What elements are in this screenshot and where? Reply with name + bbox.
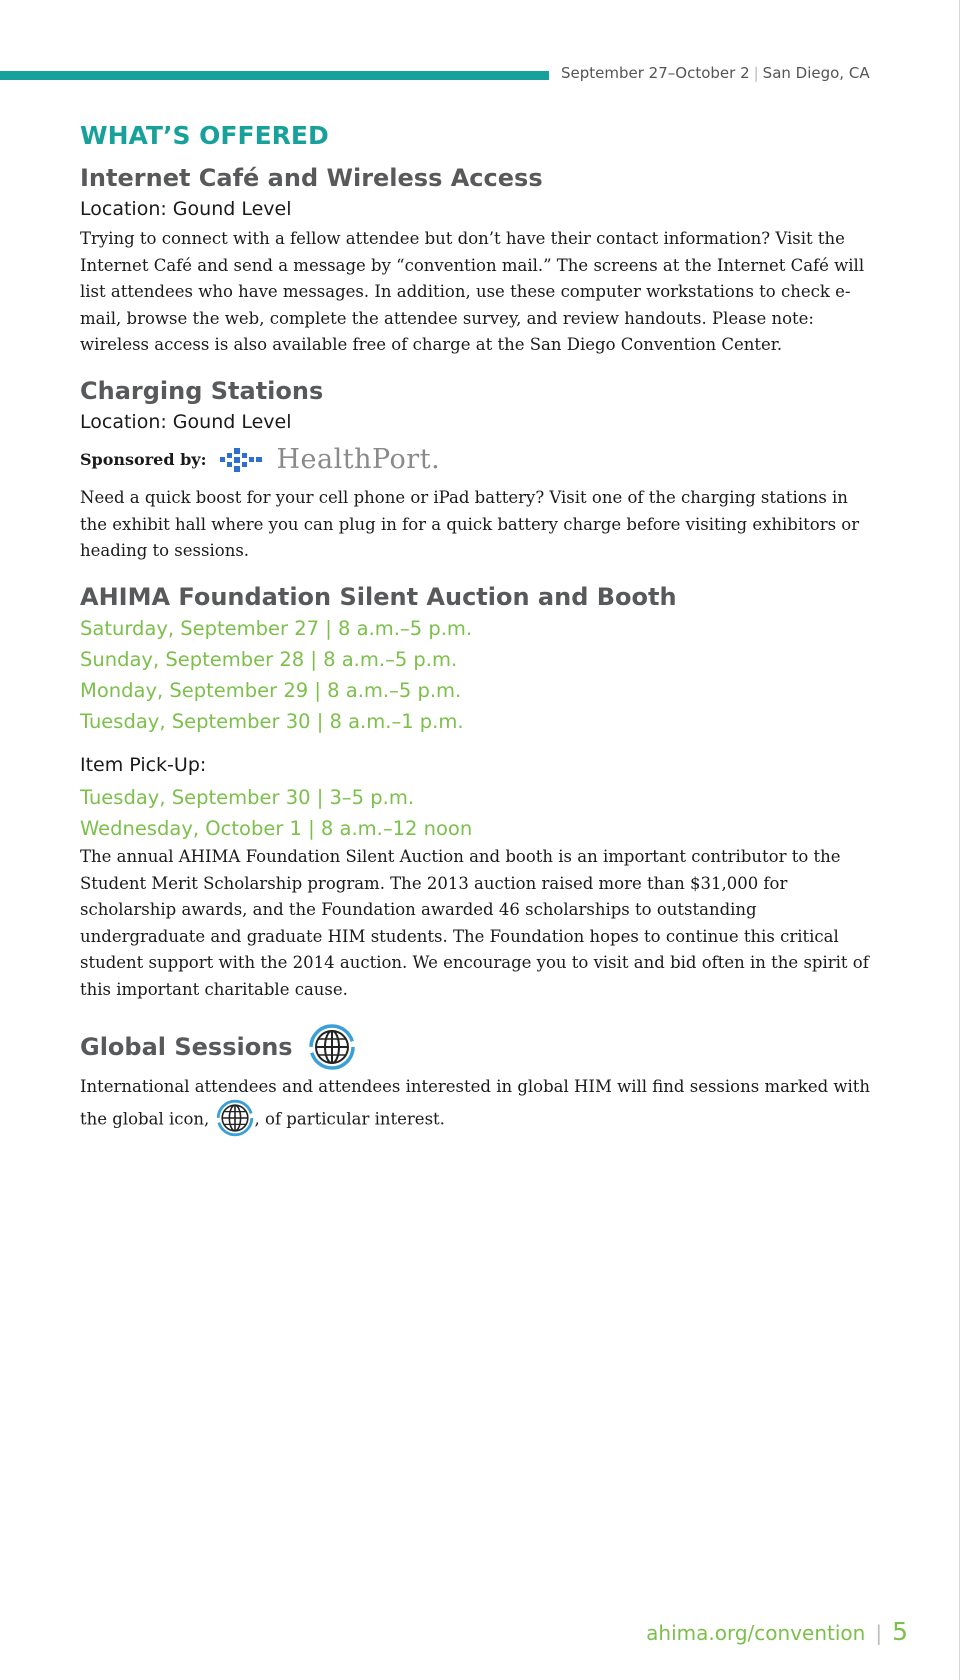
global-body-text-end: , of particular interest.: [254, 1109, 445, 1129]
internet-cafe-heading: Internet Café and Wireless Access: [80, 164, 543, 192]
global-section: [80, 1020, 880, 1141]
charging-heading: Charging Stations: [80, 376, 324, 405]
charging-body: Need a quick boost for your cell phone or iPad battery? Visit one of the charging stations in the exhibit hall where you can plug in for a quick battery charge before visiting exhibitors or heading to sessions.: [80, 487, 860, 561]
auction-heading: AHIMA Foundation Silent Auction and Booth: [80, 582, 677, 611]
header-accent-bar: [0, 71, 549, 80]
healthport-wordmark: HealthPort.: [276, 444, 441, 476]
footer-url[interactable]: ahima.org/convention: [646, 1621, 866, 1645]
main-content: [80, 120, 880, 1156]
schedule-item: Monday, September 29 | 8 a.m.–5 p.m.: [80, 679, 462, 703]
header-separator: |: [753, 64, 759, 82]
schedule-item: Tuesday, September 30 | 8 a.m.–1 p.m.: [80, 710, 464, 734]
footer-separator: |: [875, 1621, 883, 1645]
charging-location: Location: Gound Level: [80, 410, 292, 433]
sponsor-label: Sponsored by:: [80, 450, 207, 470]
pickup-item: Wednesday, October 1 | 8 a.m.–12 noon: [80, 816, 473, 840]
globe-icon: [307, 1022, 357, 1072]
global-body: [80, 1074, 880, 1141]
footer: [646, 1617, 908, 1646]
auction-body: The annual AHIMA Foundation Silent Auction and booth is an important contributor to the Student Merit Scholarship program. The 2013 auction raised more than $31,000 for scholarship awards, and the Foundation awarded 46 scholarships to outstanding undergraduate and graduate HIM students. The Foundation hopes to continue this critical student support with the 2014 auction. We encourage you to visit and bid often in the spirit of this important charitable cause.: [80, 846, 869, 999]
global-body-text: International attendees and attendees interested in global HIM will find sessions marked with the global icon,: [80, 1076, 871, 1129]
schedule-item: Saturday, September 27 | 8 a.m.–5 p.m.: [80, 616, 473, 640]
header-event-info: [561, 64, 870, 82]
header-dates: September 27–October 2: [561, 64, 750, 82]
internet-cafe-section: [80, 162, 880, 359]
internet-cafe-body: Trying to connect with a fellow attendee but don’t have their contact information? Visit the Internet Café and send a message by “convention mail.” The screens at the Internet Café will list attendees who have messages. In addition, use these computer workstations to check e-mail, browse the web, complete the attendee survey, and review handouts. Please note: wireless access is also available free of charge at the San Diego Convention Center.: [80, 229, 865, 355]
healthport-logo: [220, 444, 440, 476]
header-location: San Diego, CA: [762, 64, 870, 82]
global-heading: Global Sessions: [80, 1032, 293, 1061]
pickup-item: Tuesday, September 30 | 3–5 p.m.: [80, 785, 415, 809]
schedule-item: Sunday, September 28 | 8 a.m.–5 p.m.: [80, 647, 458, 671]
sponsor-row: [80, 439, 880, 481]
pickup-label: Item Pick-Up:: [80, 753, 207, 776]
charging-section: [80, 375, 880, 565]
internet-cafe-location: Location: Gound Level: [80, 198, 292, 220]
healthport-mark-icon: [220, 444, 270, 476]
page-number: 5: [892, 1617, 908, 1646]
globe-icon-inline: [215, 1098, 255, 1138]
global-heading-row: [80, 1020, 880, 1074]
section-title: WHAT’S OFFERED: [80, 121, 329, 150]
auction-section: [80, 581, 880, 1004]
